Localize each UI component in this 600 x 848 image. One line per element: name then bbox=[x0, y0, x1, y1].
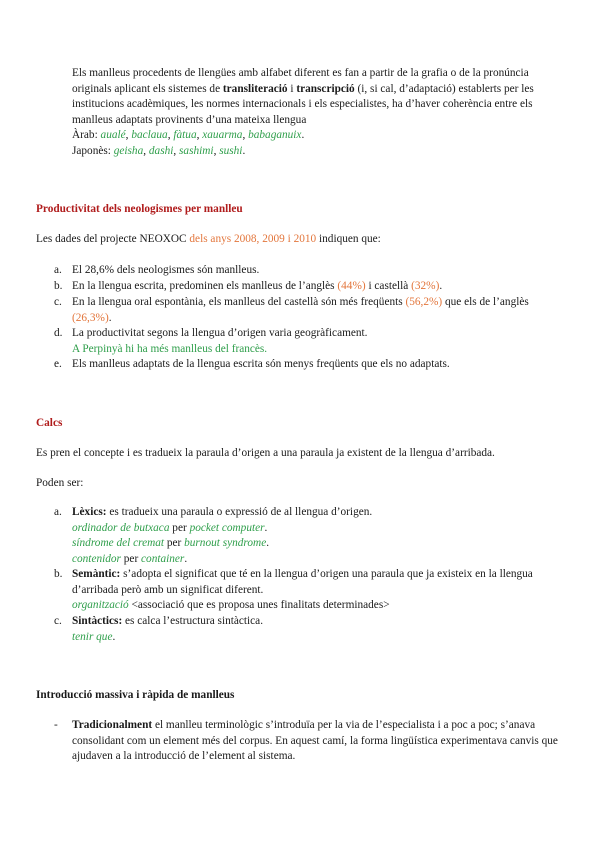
list-item: e. Els manlleus adaptats de la llengua escrita són menys freqüents que els no adaptats. bbox=[54, 358, 450, 370]
years-highlight: dels anys 2008, 2009 i 2010 bbox=[189, 233, 317, 245]
arab-label: Àrab: bbox=[72, 129, 101, 141]
poden-ser: Poden ser: bbox=[36, 477, 84, 489]
japo-word: sashimi bbox=[179, 144, 214, 157]
japo-label: Japonès: bbox=[72, 144, 114, 157]
calcs-definition: Es pren el concepte i es tradueix la paraula d’origen a una paraula ja existent de la llengua d’arribada. bbox=[36, 447, 495, 459]
arab-examples: Àrab: aualé, baclaua, fàtua, xauarma, babaganuix. bbox=[72, 129, 305, 141]
japo-word: dashi bbox=[148, 144, 174, 157]
intro-text-3: (i, si cal, d’adaptació) establerts per les institucions acadèmiques, les normes internacionals i els especialistes, ha d’haver coherència entre els manlleus adaptats provinents d’una mateixa llengua bbox=[72, 82, 534, 126]
japo-examples: Japonès: geisha, dashi, sashimi, sushi. bbox=[72, 144, 246, 157]
japo-word: sushi bbox=[219, 144, 243, 157]
section-title-calcs: Calcs bbox=[36, 417, 63, 429]
section1-lead: Les dades del projecte NEOXOC dels anys 2008, 2009 i 2010 indiquen que: bbox=[36, 233, 381, 245]
arab-word: xauarma bbox=[202, 129, 243, 141]
japo-word: geisha bbox=[113, 144, 144, 157]
arab-word: babaganuix bbox=[248, 129, 302, 141]
list-item: c. Sintàctics: es calca l’estructura sintàctica. tenir que. bbox=[54, 615, 264, 643]
section-title-introduccio: Introducció massiva i ràpida de manlleus bbox=[36, 689, 235, 701]
term-transcripcio: transcripció bbox=[296, 82, 355, 95]
intro-text-1: Els manlleus procedents de llengües amb alfabet diferent es fan a partir de la grafia o de la pronúncia originals aplicant els sistemes de bbox=[72, 67, 529, 95]
list-item: c. En la llengua oral espontània, els manlleus del castellà són més freqüents (56,2%) que els de l’anglès (26,3%). bbox=[54, 296, 529, 324]
arab-word: aualé bbox=[100, 129, 126, 141]
list-item: b. Semàntic: s’adopta el significat que té en la llengua d’origen una paraula que ja existeix en la llengua d’arribada però amb un significat diferent. organització <associació que es proposa unes finalitats determinades> bbox=[54, 568, 533, 611]
intro-text-2: i bbox=[287, 82, 297, 95]
list-item: d. La productivitat segons la llengua d’origen varia geogràficament. A Perpinyà hi ha més manlleus del francès. bbox=[54, 326, 564, 357]
list-item: a. Lèxics: es tradueix una paraula o expressió de al llengua d’origen. ordinador de butxaca per pocket computer. síndrome del cremat per burnout syndrome. contenidor per container. bbox=[54, 506, 373, 565]
arab-word: baclaua bbox=[131, 129, 168, 141]
intro-paragraph bbox=[72, 66, 568, 159]
list-item: a. El 28,6% dels neologismes són manlleus. bbox=[54, 264, 260, 276]
list-item: b. En la llengua escrita, predominen els manlleus de l’anglès (44%) i castellà (32%). bbox=[54, 280, 443, 292]
arab-word: fàtua bbox=[173, 129, 197, 141]
list-item: - Tradicionalment el manlleu terminològic s’introduïa per la via de l’especialista i a poc a poc; s’anava consolidant com un element més del corpus. En aquest camí, la forma lingüística experimentava canvis que ajudaven a la introducció de l’element al sistema. bbox=[54, 719, 558, 762]
perpinya-example: A Perpinyà hi ha més manlleus del francès. bbox=[72, 342, 268, 355]
section-title-productivitat: Productivitat dels neologismes per manlleu bbox=[36, 203, 243, 215]
term-transliteracio: transliteració bbox=[222, 82, 288, 95]
